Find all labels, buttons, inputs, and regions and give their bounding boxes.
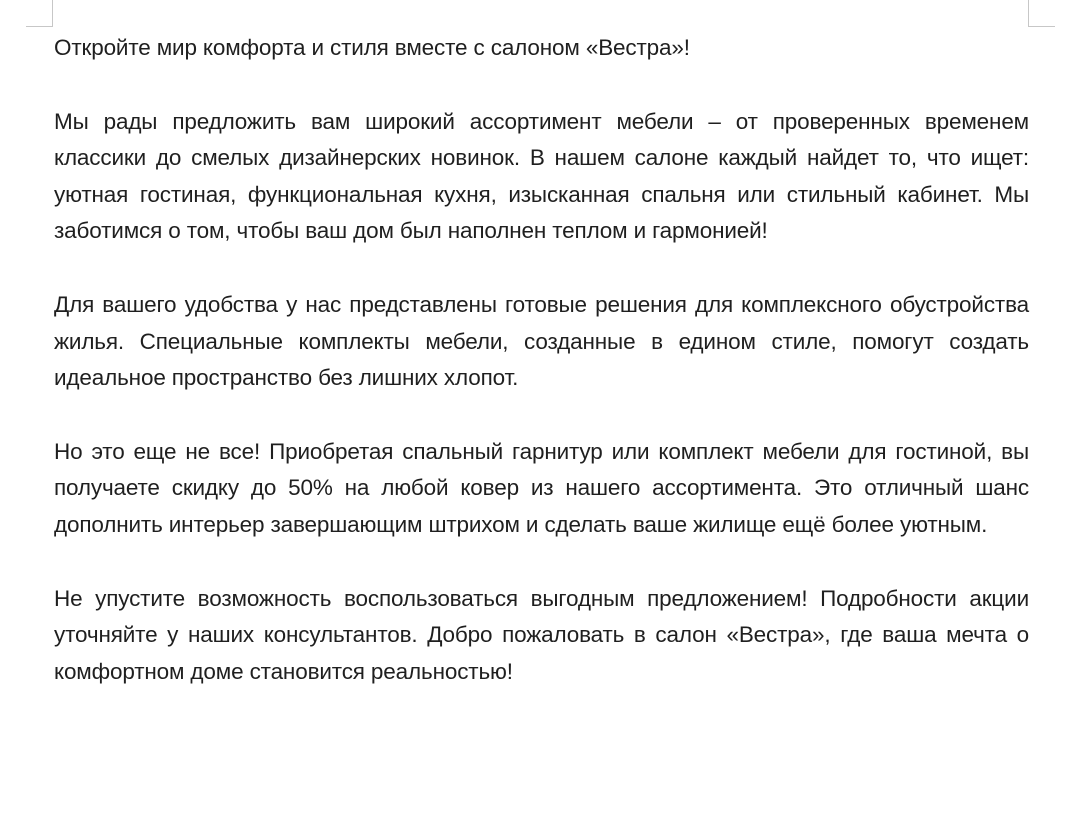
paragraph-carpet-discount: Но это еще не все! Приобретая спальный гарнитур или комплект мебели для гостиной, вы получаете скидку до 50% на любой ковер из нашего ассортимента. Это отличный шанс дополнить интерьер завершающим штрихом и сделать ваше жилище ещё более уютным. <box>54 438 1029 537</box>
paragraph-assortment: Мы рады предложить вам широкий ассортимент мебели – от проверенных временем классики до смелых дизайнерских новинок. В нашем салоне каждый найдет то, что ищет: уютная гостиная, функциональная кухня, изысканная спальня или стильный кабинет. Мы заботимся о том, чтобы ваш дом был наполнен теплом и гармонией! <box>54 108 1029 244</box>
document-body[interactable] <box>54 30 1029 727</box>
paragraph-closing: Не упустите возможность воспользоваться выгодным предложением! Подробности акции уточняйте у наших консультантов. Добро пожаловать в салон «Вестра», где ваша мечта о комфортном доме становится реальностью! <box>54 585 1029 684</box>
page-corner-mark-left <box>26 0 53 27</box>
paragraph-ready-solutions: Для вашего удобства у нас представлены готовые решения для комплексного обустройства жилья. Специальные комплекты мебели, созданные в едином стиле, помогут создать идеальное пространство без лишних хлопот. <box>54 291 1029 391</box>
page-corner-mark-right <box>1028 0 1055 27</box>
paragraph-intro: Откройте мир комфорта и стиля вместе с салоном «Вестра»! <box>54 35 690 60</box>
